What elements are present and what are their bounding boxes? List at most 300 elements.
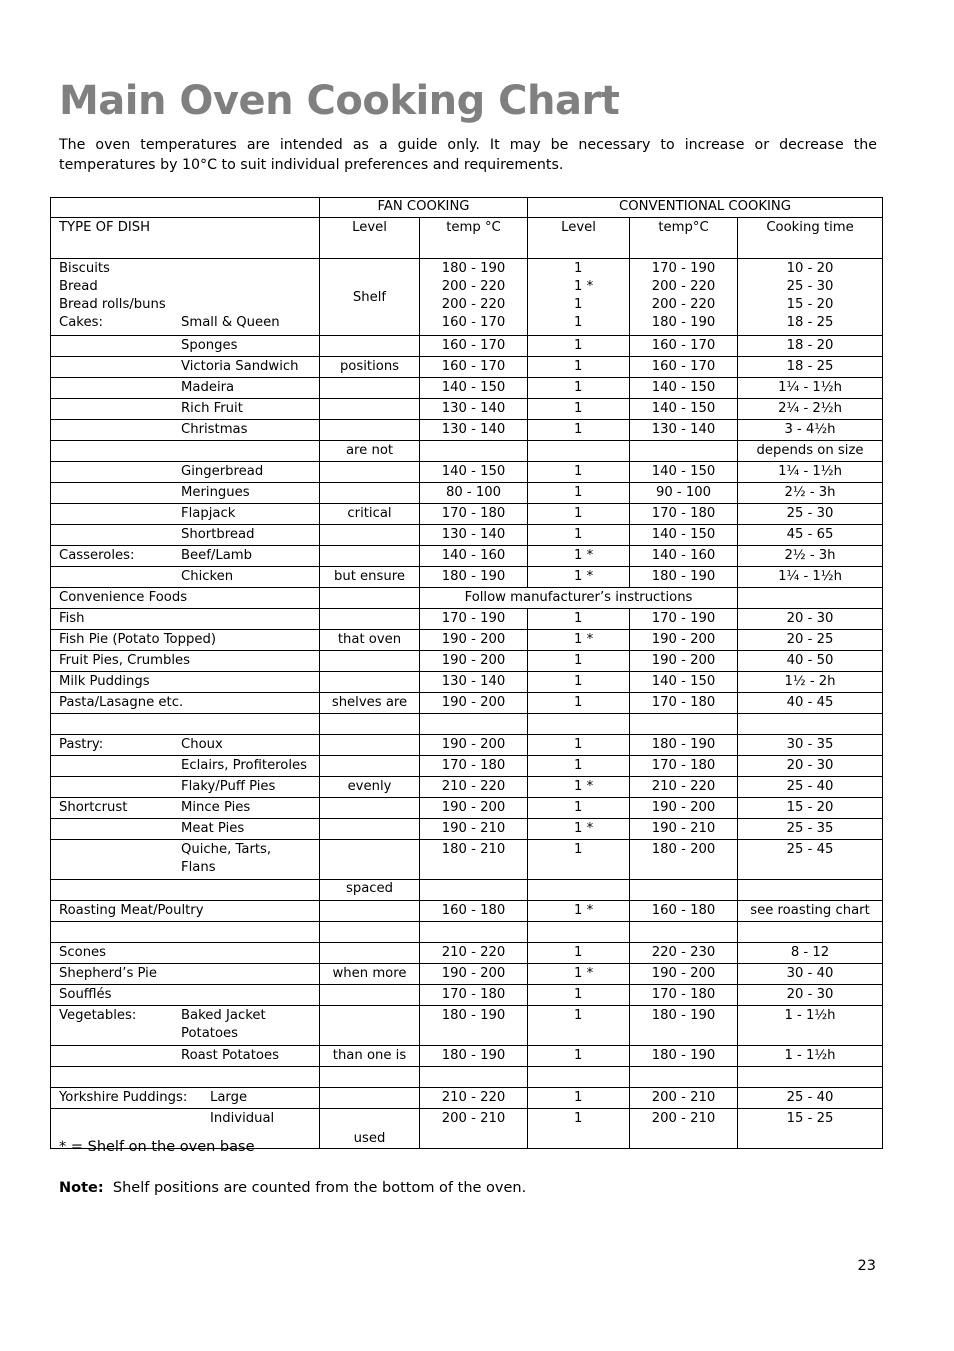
table-row xyxy=(51,198,883,218)
table-cell: 25 - 40 xyxy=(738,1088,883,1109)
dish-subtype: Victoria Sandwich xyxy=(181,359,299,374)
level-value: 1 * xyxy=(574,569,594,584)
level-value: 1 xyxy=(574,1111,583,1126)
note xyxy=(59,1180,526,1196)
table-cell xyxy=(420,441,528,462)
table-cell xyxy=(320,798,420,819)
table-cell xyxy=(528,735,630,756)
table-cell xyxy=(320,901,420,922)
table-cell: 210 - 220 xyxy=(420,943,528,964)
table-row xyxy=(51,336,883,357)
level-value: 1 xyxy=(574,945,583,960)
table-cell xyxy=(528,798,630,819)
table-cell xyxy=(528,943,630,964)
dish-subtype: Shortbread xyxy=(181,527,255,542)
note-text: Shelf positions are counted from the bottom of the oven. xyxy=(112,1180,527,1196)
table-cell: 160 - 170 xyxy=(420,336,528,357)
table-cell: 45 - 65 xyxy=(738,525,883,546)
table-cell: 210 - 220 xyxy=(420,777,528,798)
dish-name: Shepherd’s Pie xyxy=(51,964,320,985)
table-cell: 1 - 1½h xyxy=(738,1006,883,1046)
table-cell: 1¼ - 1½h xyxy=(738,567,883,588)
table-cell: 80 - 100 xyxy=(420,483,528,504)
table-cell: 160 - 180 xyxy=(420,901,528,922)
table-cell: but ensure xyxy=(320,567,420,588)
table-cell: 190 - 200 xyxy=(420,735,528,756)
table-row xyxy=(51,525,883,546)
table-cell: 30 - 35 xyxy=(738,735,883,756)
table-row xyxy=(51,819,883,840)
cooking-time: 25 - 30 xyxy=(786,279,834,294)
table-cell xyxy=(320,943,420,964)
table-cell: 130 - 140 xyxy=(420,525,528,546)
table-cell: 25 - 45 xyxy=(738,840,883,880)
table-cell: 20 - 30 xyxy=(738,756,883,777)
table-cell: spaced xyxy=(320,880,420,901)
table-cell xyxy=(528,546,630,567)
table-cell: 190 - 210 xyxy=(420,819,528,840)
table-row xyxy=(51,735,883,756)
table-cell: 210 - 220 xyxy=(630,777,738,798)
table-cell xyxy=(51,777,320,798)
dish-subtype: Sponges xyxy=(181,338,238,353)
table-cell: 190 - 200 xyxy=(630,798,738,819)
level-value: 1 * xyxy=(574,632,594,647)
table-cell xyxy=(51,1046,320,1067)
level-value: 1 xyxy=(574,1090,583,1105)
dish-subtype: Madeira xyxy=(181,380,235,395)
level-value: 1 xyxy=(574,338,583,353)
dish-subtype: Large xyxy=(210,1090,248,1105)
table-row xyxy=(51,609,883,630)
dish-category: Shortcrust xyxy=(59,800,128,815)
table-cell: Shelf xyxy=(320,259,420,336)
table-cell xyxy=(51,357,320,378)
level-value: 1 xyxy=(574,758,583,773)
conv-temp: 200 - 220 xyxy=(651,297,716,312)
table-cell xyxy=(320,1006,420,1046)
table-cell: 180 - 190 xyxy=(630,567,738,588)
table-cell xyxy=(51,546,320,567)
table-cell xyxy=(528,964,630,985)
table-cell xyxy=(528,357,630,378)
header-blank xyxy=(51,198,320,218)
table-cell xyxy=(528,651,630,672)
table-cell xyxy=(320,1067,420,1088)
table-cell: 40 - 45 xyxy=(738,693,883,714)
table-cell: 3 - 4½h xyxy=(738,420,883,441)
table-cell xyxy=(528,714,630,735)
table-cell: 190 - 210 xyxy=(630,819,738,840)
table-cell: 190 - 200 xyxy=(420,964,528,985)
dish-subtype: Flaky/Puff Pies xyxy=(181,779,276,794)
table-cell xyxy=(320,819,420,840)
table-cell: 190 - 200 xyxy=(630,964,738,985)
table-cell xyxy=(51,714,320,735)
table-cell: 1¼ - 1½h xyxy=(738,378,883,399)
header-fan-temp: temp °C xyxy=(420,218,528,259)
table-cell: 190 - 200 xyxy=(630,630,738,651)
conv-temp: 170 - 190 xyxy=(651,261,716,276)
table-row xyxy=(51,483,883,504)
table-cell xyxy=(320,714,420,735)
table-cell xyxy=(51,756,320,777)
table-cell xyxy=(51,819,320,840)
conv-temp: 180 - 190 xyxy=(651,315,716,330)
table-cell: 25 - 30 xyxy=(738,504,883,525)
level-value: 1 * xyxy=(574,779,594,794)
table-cell xyxy=(528,504,630,525)
table-cell xyxy=(320,651,420,672)
table-cell xyxy=(630,714,738,735)
header-cooking-time: Cooking time xyxy=(738,218,883,259)
table-cell xyxy=(51,525,320,546)
table-cell: 140 - 150 xyxy=(630,525,738,546)
table-cell: 140 - 160 xyxy=(420,546,528,567)
level-value: 1 xyxy=(574,464,583,479)
level-value: 1 xyxy=(574,359,583,374)
dish-name: Milk Puddings xyxy=(51,672,320,693)
dish-category: Vegetables: xyxy=(59,1008,137,1023)
table-row xyxy=(51,259,883,336)
table-cell xyxy=(51,1006,320,1046)
table-cell xyxy=(528,609,630,630)
level-value: 1 * xyxy=(574,821,594,836)
dish-name: Cakes: xyxy=(59,315,103,330)
table-cell xyxy=(528,880,630,901)
conv-temp: 200 - 220 xyxy=(651,279,716,294)
table-cell: evenly xyxy=(320,777,420,798)
table-cell xyxy=(320,609,420,630)
table-row xyxy=(51,546,883,567)
level-value: 1 xyxy=(574,695,583,710)
table-cell xyxy=(51,922,320,943)
table-cell xyxy=(320,840,420,880)
table-row xyxy=(51,943,883,964)
table-cell: 1¼ - 1½h xyxy=(738,462,883,483)
table-cell xyxy=(630,880,738,901)
table-cell xyxy=(528,756,630,777)
table-cell xyxy=(528,1088,630,1109)
table-cell xyxy=(528,399,630,420)
table-cell: 1½ - 2h xyxy=(738,672,883,693)
table-cell xyxy=(738,714,883,735)
table-cell: 170 - 180 xyxy=(630,693,738,714)
header-conv-temp: temp°C xyxy=(630,218,738,259)
table-cell: 180 - 200 xyxy=(630,840,738,880)
dish-subtype: Gingerbread xyxy=(181,464,264,479)
table-row xyxy=(51,672,883,693)
table-row xyxy=(51,798,883,819)
table-cell xyxy=(320,483,420,504)
fan-temp: 160 - 170 xyxy=(441,315,506,330)
level-value: 1 xyxy=(574,485,583,500)
table-cell: 130 - 140 xyxy=(420,672,528,693)
table-cell xyxy=(528,1046,630,1067)
table-cell: 200 - 210 xyxy=(630,1109,738,1149)
table-cell xyxy=(51,798,320,819)
dish-subtype: Meat Pies xyxy=(181,821,245,836)
dish-subtype: Chicken xyxy=(181,569,234,584)
dish-name: Pasta/Lasagne etc. xyxy=(51,693,320,714)
dish-subtype: Christmas xyxy=(181,422,248,437)
table-cell xyxy=(738,922,883,943)
table-row xyxy=(51,588,883,609)
table-cell xyxy=(528,259,630,336)
table-row xyxy=(51,504,883,525)
dish-name: Fish xyxy=(51,609,320,630)
level-value: 1 xyxy=(574,1048,583,1063)
table-row xyxy=(51,693,883,714)
dish-category: Yorkshire Puddings: xyxy=(59,1090,188,1105)
dish-subtype: Mince Pies xyxy=(181,800,251,815)
table-row xyxy=(51,985,883,1006)
table-cell: 140 - 150 xyxy=(420,378,528,399)
dish-subtype: Quiche, Tarts, xyxy=(181,842,272,857)
table-cell xyxy=(528,567,630,588)
header-fan-cooking: FAN COOKING xyxy=(320,198,528,218)
table-cell xyxy=(320,462,420,483)
table-cell: 40 - 50 xyxy=(738,651,883,672)
table-cell xyxy=(528,777,630,798)
table-cell: 160 - 170 xyxy=(630,357,738,378)
table-cell xyxy=(51,483,320,504)
table-cell xyxy=(420,259,528,336)
dish-name: Fruit Pies, Crumbles xyxy=(51,651,320,672)
note-label: Note: xyxy=(59,1180,104,1196)
table-cell: 140 - 150 xyxy=(630,672,738,693)
table-cell xyxy=(320,985,420,1006)
table-cell: 140 - 150 xyxy=(630,399,738,420)
dish-subtype: Choux xyxy=(181,737,223,752)
table-cell: 170 - 180 xyxy=(630,985,738,1006)
table-cell xyxy=(51,399,320,420)
table-cell xyxy=(528,420,630,441)
table-cell: 170 - 180 xyxy=(630,756,738,777)
cooking-chart-table xyxy=(50,197,883,1149)
table-cell: 180 - 190 xyxy=(630,1006,738,1046)
table-cell xyxy=(51,567,320,588)
level-value: 1 xyxy=(574,987,583,1002)
table-cell xyxy=(528,1067,630,1088)
table-cell: 220 - 230 xyxy=(630,943,738,964)
table-cell xyxy=(320,336,420,357)
table-row xyxy=(51,357,883,378)
dish-subtype: Flans xyxy=(181,860,216,875)
table-cell: shelves are xyxy=(320,693,420,714)
table-cell xyxy=(320,922,420,943)
table-cell xyxy=(528,630,630,651)
table-cell xyxy=(528,336,630,357)
table-cell xyxy=(320,672,420,693)
table-cell: depends on size xyxy=(738,441,883,462)
table-row xyxy=(51,441,883,462)
level-value: 1 * xyxy=(574,279,594,294)
dish-name: Roasting Meat/Poultry xyxy=(51,901,320,922)
table-cell: 1 - 1½h xyxy=(738,1046,883,1067)
table-cell: 180 - 190 xyxy=(630,1046,738,1067)
table-cell: 90 - 100 xyxy=(630,483,738,504)
table-cell: 180 - 190 xyxy=(420,1006,528,1046)
intro-paragraph: The oven temperatures are intended as a guide only. It may be necessary to increase or decrease the temperatures by 10°C to suit individual preferences and requirements. xyxy=(59,137,877,173)
table-cell xyxy=(420,880,528,901)
table-cell: 2½ - 3h xyxy=(738,546,883,567)
table-row xyxy=(51,1088,883,1109)
header-type-of-dish: TYPE OF DISH xyxy=(51,218,320,259)
table-cell xyxy=(528,901,630,922)
header-fan-level: Level xyxy=(320,218,420,259)
table-cell xyxy=(630,1067,738,1088)
table-row xyxy=(51,964,883,985)
dish-name: Soufflés xyxy=(51,985,320,1006)
table-cell xyxy=(528,819,630,840)
table-cell xyxy=(528,378,630,399)
table-cell: 190 - 200 xyxy=(420,651,528,672)
table-cell: than one is xyxy=(320,1046,420,1067)
dish-subtype: Individual xyxy=(210,1111,275,1126)
fan-temp: 180 - 190 xyxy=(441,261,506,276)
table-cell xyxy=(51,462,320,483)
table-cell xyxy=(51,259,320,336)
dish-subtype: Small & Queen xyxy=(181,315,280,330)
table-cell: 190 - 200 xyxy=(420,798,528,819)
table-cell: 25 - 35 xyxy=(738,819,883,840)
level-value: 1 * xyxy=(574,548,594,563)
table-cell: 170 - 180 xyxy=(630,504,738,525)
table-cell: 170 - 190 xyxy=(630,609,738,630)
table-cell: 210 - 220 xyxy=(420,1088,528,1109)
table-cell xyxy=(320,588,420,609)
level-value: 1 xyxy=(574,800,583,815)
level-value: 1 * xyxy=(574,903,594,918)
table-row xyxy=(51,777,883,798)
table-row xyxy=(51,462,883,483)
table-row xyxy=(51,567,883,588)
table-cell: 180 - 190 xyxy=(420,1046,528,1067)
table-cell xyxy=(528,483,630,504)
table-cell xyxy=(738,259,883,336)
dish-name: Fish Pie (Potato Topped) xyxy=(51,630,320,651)
level-value: 1 xyxy=(574,737,583,752)
table-cell: 20 - 25 xyxy=(738,630,883,651)
table-row xyxy=(51,399,883,420)
table-cell xyxy=(630,922,738,943)
table-cell xyxy=(738,588,883,609)
table-row xyxy=(51,756,883,777)
table-row xyxy=(51,1006,883,1046)
dish-subtype: Flapjack xyxy=(181,506,236,521)
table-row xyxy=(51,218,883,259)
table-cell: 130 - 140 xyxy=(630,420,738,441)
table-cell xyxy=(51,420,320,441)
table-cell: 170 - 180 xyxy=(420,985,528,1006)
table-cell: 160 - 170 xyxy=(420,357,528,378)
table-row xyxy=(51,1067,883,1088)
table-cell xyxy=(528,922,630,943)
table-cell: 160 - 180 xyxy=(630,901,738,922)
dish-name: Bread xyxy=(59,279,98,294)
table-row xyxy=(51,922,883,943)
table-cell: 15 - 25 xyxy=(738,1109,883,1149)
cooking-time: 18 - 25 xyxy=(786,315,834,330)
table-cell: 20 - 30 xyxy=(738,609,883,630)
manufacturer-note: Follow manufacturer’s instructions xyxy=(420,588,738,609)
table-cell: 140 - 150 xyxy=(630,378,738,399)
table-cell: 8 - 12 xyxy=(738,943,883,964)
table-row xyxy=(51,901,883,922)
dish-name: Scones xyxy=(51,943,320,964)
table-cell xyxy=(51,504,320,525)
table-cell xyxy=(630,441,738,462)
level-value: 1 xyxy=(574,261,583,276)
table-row xyxy=(51,714,883,735)
level-value: 1 * xyxy=(574,966,594,981)
table-cell xyxy=(528,840,630,880)
level-value: 1 xyxy=(574,422,583,437)
level-value: 1 xyxy=(574,297,583,312)
table-cell xyxy=(320,525,420,546)
dish-subtype: Rich Fruit xyxy=(181,401,243,416)
table-cell: 140 - 160 xyxy=(630,546,738,567)
table-cell: 30 - 40 xyxy=(738,964,883,985)
table-cell: 130 - 140 xyxy=(420,399,528,420)
table-cell: Convenience Foods xyxy=(51,588,320,609)
table-cell: that oven xyxy=(320,630,420,651)
table-cell: 25 - 40 xyxy=(738,777,883,798)
level-value: 1 xyxy=(574,1008,583,1023)
table-cell xyxy=(528,985,630,1006)
table-row xyxy=(51,420,883,441)
table-cell xyxy=(320,735,420,756)
dish-subtype: Eclairs, Profiteroles xyxy=(181,758,308,773)
level-value: 1 xyxy=(574,506,583,521)
table-cell xyxy=(738,1067,883,1088)
table-cell xyxy=(51,840,320,880)
table-cell: 18 - 25 xyxy=(738,357,883,378)
table-cell: 180 - 190 xyxy=(420,567,528,588)
table-cell: 190 - 200 xyxy=(630,651,738,672)
table-cell: 180 - 190 xyxy=(630,735,738,756)
dish-name: Biscuits xyxy=(59,261,110,276)
level-value: 1 xyxy=(574,401,583,416)
table-row xyxy=(51,630,883,651)
table-cell: 170 - 190 xyxy=(420,609,528,630)
table-cell xyxy=(320,420,420,441)
table-cell: 180 - 210 xyxy=(420,840,528,880)
table-cell: 190 - 200 xyxy=(420,693,528,714)
table-cell xyxy=(528,693,630,714)
table-cell xyxy=(51,378,320,399)
level-value: 1 xyxy=(574,315,583,330)
table-cell: 2½ - 3h xyxy=(738,483,883,504)
fan-temp: 200 - 220 xyxy=(441,279,506,294)
table-cell: 170 - 180 xyxy=(420,756,528,777)
table-cell xyxy=(420,922,528,943)
table-cell: used xyxy=(320,1109,420,1149)
dish-subtype: Beef/Lamb xyxy=(181,548,253,563)
table-cell xyxy=(51,441,320,462)
table-row xyxy=(51,880,883,901)
table-cell: 170 - 180 xyxy=(420,504,528,525)
table-cell: 140 - 150 xyxy=(630,462,738,483)
header-conv-level: Level xyxy=(528,218,630,259)
level-value: 1 xyxy=(574,842,583,857)
table-cell xyxy=(320,756,420,777)
table-row xyxy=(51,378,883,399)
table-cell: when more xyxy=(320,964,420,985)
table-cell: 190 - 200 xyxy=(420,630,528,651)
level-value: 1 xyxy=(574,674,583,689)
